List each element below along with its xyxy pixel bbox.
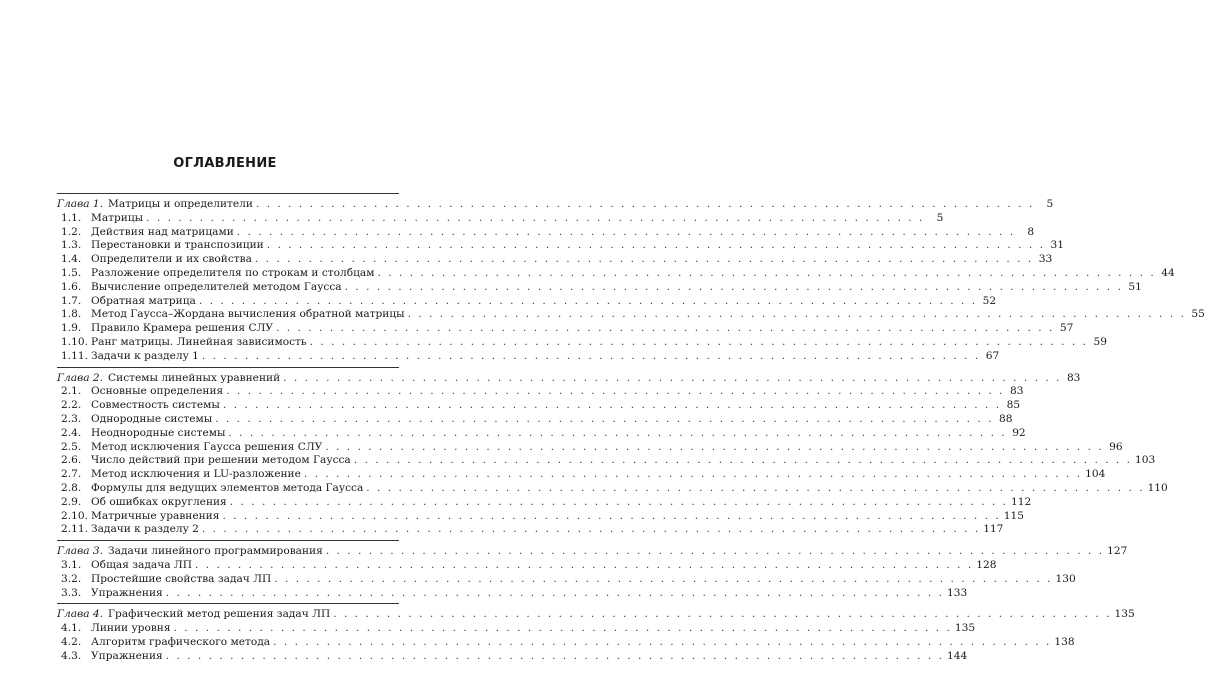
leader-dots (333, 608, 1111, 622)
leader-dots (274, 573, 1052, 587)
leader-dots (202, 350, 980, 364)
leader-dots (146, 212, 924, 226)
section-number: 2.3. (61, 412, 82, 425)
leader-dots (256, 198, 1034, 212)
leader-dots (276, 322, 1054, 336)
chapter-block (57, 604, 1135, 666)
page-number: 133 (946, 586, 968, 599)
section-title: Вычисление определителей методом Гаусса (91, 280, 342, 293)
section-title: Алгоритм графического метода (91, 635, 271, 648)
leader-dots (195, 559, 973, 573)
section-number: 3.3. (61, 586, 82, 599)
section-title: Матричные уравнения (91, 509, 220, 522)
section-number: 4.1. (61, 622, 82, 635)
chapter-label: Глава 2. (57, 371, 104, 384)
page-number: 144 (946, 649, 968, 662)
chapter-row[interactable] (57, 545, 1128, 559)
section-title: Об ошибках округления (91, 495, 227, 508)
section-row[interactable] (57, 426, 1026, 441)
page-number: 110 (1147, 481, 1168, 494)
section-row[interactable] (57, 294, 997, 309)
section-row[interactable] (57, 586, 968, 601)
section-number: 2.2. (61, 399, 82, 412)
page-number: 8 (1027, 225, 1035, 238)
section-number: 2.6. (61, 454, 82, 467)
section-row[interactable] (57, 572, 1076, 587)
section-row[interactable] (57, 399, 1021, 413)
leader-dots (215, 413, 993, 427)
section-row[interactable] (57, 481, 1168, 496)
section-title: Линии уровня (91, 622, 171, 635)
page-number: 67 (985, 349, 1000, 362)
page-number: 5 (1046, 198, 1054, 210)
section-title: Неоднородные системы (91, 426, 226, 439)
section-number: 1.10. (61, 335, 88, 348)
section-number: 2.4. (61, 426, 82, 439)
page-number: 112 (1011, 495, 1032, 508)
page-title: ОГЛАВЛЕНИЕ (173, 156, 277, 171)
section-title: Обратная матрица (91, 294, 196, 307)
page-number: 52 (982, 294, 997, 307)
leader-dots (354, 454, 1132, 468)
section-number: 3.1. (61, 558, 82, 571)
section-number: 2.9. (61, 495, 82, 508)
page-number: 135 (1114, 608, 1135, 621)
page-number: 51 (1128, 280, 1142, 293)
chapter-title: Графический метод решения задач ЛП (108, 608, 331, 621)
chapter-row[interactable] (57, 198, 1054, 212)
section-row[interactable] (57, 635, 1075, 650)
leader-dots (267, 239, 1045, 253)
section-number: 2.11. (61, 523, 88, 536)
section-title: Основные определения (91, 385, 224, 398)
section-row[interactable] (57, 322, 1074, 336)
chapter-block (57, 541, 1128, 603)
section-title: Метод Гаусса–Жордана вычисления обратной матрицы (91, 308, 405, 321)
section-title: Однородные системы (91, 412, 213, 425)
page-number: 57 (1059, 322, 1074, 335)
section-row[interactable] (57, 412, 1013, 427)
section-number: 2.5. (61, 440, 82, 453)
section-number: 1.2. (61, 225, 82, 238)
leader-dots (202, 523, 980, 537)
page-number: 117 (983, 523, 1004, 536)
section-title: Упражнения (91, 586, 163, 599)
chapter-row[interactable] (57, 371, 1081, 386)
page-number: 135 (954, 622, 976, 635)
page-number: 55 (1191, 308, 1205, 321)
leader-dots (408, 308, 1186, 322)
section-title: Задачи к разделу 1 (91, 349, 199, 362)
page-number: 5 (936, 211, 944, 224)
section-row[interactable] (57, 225, 1035, 240)
section-title: Матрицы (91, 211, 144, 224)
section-row[interactable] (57, 558, 997, 573)
section-row[interactable] (57, 454, 1156, 468)
chapter-title: Задачи линейного программирования (108, 545, 323, 558)
section-row[interactable] (57, 253, 1053, 267)
section-number: 2.8. (61, 481, 82, 494)
section-number: 1.4. (61, 253, 82, 266)
section-row[interactable] (57, 509, 1024, 524)
section-number: 2.7. (61, 468, 82, 481)
chapter-block (57, 368, 1168, 541)
leader-dots (377, 267, 1155, 281)
page-number: 130 (1055, 572, 1076, 585)
section-row[interactable] (57, 239, 1064, 253)
page-number: 31 (1050, 239, 1064, 252)
section-row[interactable] (57, 385, 1024, 399)
leader-dots (237, 226, 1015, 240)
section-title: Определители и их свойства (91, 253, 252, 266)
page-number: 83 (1066, 371, 1081, 384)
section-row[interactable] (57, 468, 1106, 482)
section-row[interactable] (57, 308, 1205, 322)
section-row[interactable] (57, 649, 968, 664)
page-number: 127 (1107, 545, 1128, 558)
leader-dots (174, 622, 952, 636)
section-title: Простейшие свойства задач ЛП (91, 572, 272, 585)
section-row[interactable] (57, 440, 1123, 455)
section-number: 1.5. (61, 266, 82, 279)
section-title: Совместность системы (91, 399, 220, 412)
section-title: Формулы для ведущих элементов метода Гаусса (91, 481, 364, 494)
section-row[interactable] (57, 349, 1000, 364)
section-number: 2.1. (61, 385, 82, 398)
leader-dots (255, 253, 1033, 267)
leader-dots (226, 385, 1004, 399)
chapter-block (57, 194, 1205, 367)
section-title: Задачи к разделу 2 (91, 523, 199, 536)
section-title: Разложение определителя по строкам и столбцам (91, 266, 375, 279)
page-number: 103 (1135, 454, 1156, 467)
section-title: Общая задача ЛП (91, 558, 192, 571)
leader-dots (304, 468, 1082, 482)
section-number: 4.2. (61, 635, 82, 648)
leader-dots (166, 650, 944, 664)
chapter-label: Глава 3. (57, 545, 104, 558)
section-number: 1.9. (61, 322, 82, 335)
section-row[interactable] (57, 266, 1175, 281)
section-title: Число действий при решении методом Гаусса (91, 454, 351, 467)
section-title: Упражнения (91, 649, 163, 662)
page-number: 44 (1161, 266, 1175, 279)
chapter-label: Глава 1. (57, 198, 104, 210)
page-number: 115 (1003, 509, 1024, 522)
section-title: Перестановки и транспозиции (91, 239, 264, 252)
section-row[interactable] (57, 495, 1032, 510)
leader-dots (283, 372, 1061, 386)
leader-dots (366, 482, 1144, 496)
leader-dots (199, 295, 977, 309)
section-title: Метод исключения Гаусса решения СЛУ (91, 440, 323, 453)
section-title: Метод исключения и LU-разложение (91, 468, 301, 481)
section-row[interactable] (57, 622, 976, 636)
leader-dots (273, 636, 1051, 650)
page-number: 92 (1012, 426, 1026, 439)
section-number: 1.1. (61, 211, 82, 224)
page-number: 128 (976, 558, 997, 571)
chapter-title: Системы линейных уравнений (108, 371, 281, 384)
section-number: 1.7. (61, 294, 82, 307)
leader-dots (345, 281, 1123, 295)
leader-dots (222, 510, 1000, 524)
section-number: 4.3. (61, 649, 82, 662)
page-number: 83 (1010, 385, 1024, 398)
table-of-contents (57, 193, 1205, 667)
leader-dots (325, 441, 1103, 455)
page-number: 33 (1038, 253, 1053, 266)
chapter-title: Матрицы и определители (108, 198, 253, 210)
section-number: 1.6. (61, 280, 82, 293)
chapter-label: Глава 4. (57, 608, 104, 621)
leader-dots (310, 336, 1088, 350)
section-row[interactable] (57, 523, 1004, 537)
page-number: 96 (1109, 440, 1123, 453)
page-number: 59 (1093, 335, 1107, 348)
section-number: 1.8. (61, 308, 82, 321)
section-row[interactable] (57, 211, 944, 226)
chapter-row[interactable] (57, 608, 1135, 622)
section-title: Действия над матрицами (91, 225, 234, 238)
section-number: 2.10. (61, 509, 88, 522)
section-title: Правило Крамера решения СЛУ (91, 322, 274, 335)
leader-dots (223, 399, 1001, 413)
leader-dots (166, 587, 944, 601)
section-row[interactable] (57, 335, 1107, 350)
leader-dots (230, 496, 1008, 510)
section-number: 3.2. (61, 572, 82, 585)
page-number: 138 (1054, 635, 1075, 648)
page-number: 88 (998, 412, 1013, 425)
section-title: Ранг матрицы. Линейная зависимость (91, 335, 307, 348)
section-row[interactable] (57, 280, 1142, 295)
page-number: 104 (1085, 468, 1106, 481)
section-number: 1.11. (61, 349, 88, 362)
section-number: 1.3. (61, 239, 82, 252)
page-number: 85 (1006, 399, 1021, 412)
leader-dots (228, 427, 1006, 441)
leader-dots (326, 545, 1104, 559)
